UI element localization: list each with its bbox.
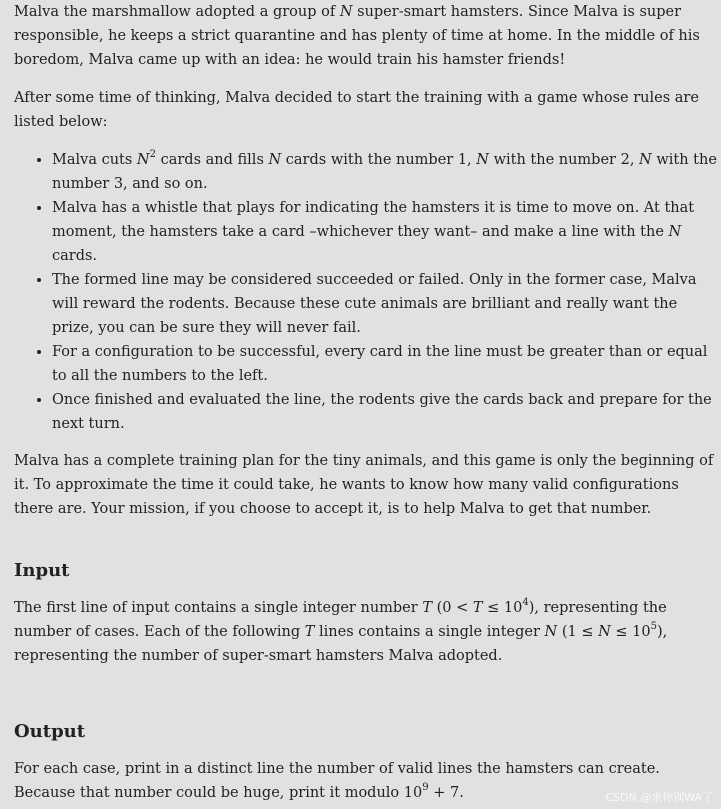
text: Malva has a whistle that plays for indicating the hamsters it is time to move on. At that moment, the hamsters take a card –whichever they want– and make a line with the [52, 200, 695, 240]
rule-item-3: • The formed line may be considered succeeded or failed. Only in the former case, Malva will reward the rodents. Because these cute animals are brilliant and really want the prize, you can be sure they will never fail. [52, 268, 721, 340]
math-text: 10 [403, 785, 423, 801]
text: with the number 2, [488, 152, 640, 168]
text: Malva cuts [52, 152, 137, 168]
math-var-t: T [304, 624, 315, 640]
math-text: (0 < [431, 600, 473, 616]
math-var-n: N [136, 152, 150, 168]
input-description [14, 596, 721, 668]
text: . [459, 785, 464, 801]
text: For each case, print in a distinct line the number of valid lines the hamsters can create. Because that number could be huge, print it modulo [14, 761, 660, 801]
rule-item-2 [52, 196, 721, 268]
math-var-n: N [639, 152, 652, 168]
statement-paragraph-1 [14, 0, 721, 72]
text: , representing the number of super-smart hamsters Malva adopted. [14, 624, 668, 664]
math-text: ) [656, 624, 663, 640]
text: cards and fills [155, 152, 269, 168]
rules-list [14, 148, 721, 436]
statement-paragraph-3: Malva has a complete training plan for the tiny animals, and this game is only the beginning of it. To approximate the time it could take, he wants to know how many valid configurations there are. Your mission, if you choose to accept it, is to help Malva to get that number. [14, 453, 714, 517]
statement-paragraph-2: After some time of thinking, Malva decided to start the training with a game whose rules are listed below: [14, 90, 699, 130]
math-exponent: 9 [422, 782, 429, 794]
text: lines contains a single integer [314, 624, 545, 640]
problem-statement [14, 0, 721, 805]
math-var-n: N [544, 624, 558, 640]
math-text: ≤ 10 [482, 600, 523, 616]
text: Malva the marshmallow adopted a group of [14, 4, 340, 20]
rule-item-4: • For a configuration to be successful, every card in the line must be greater than or equal to all the numbers to the left. [52, 340, 721, 388]
rule-item-1 [52, 148, 721, 196]
text: , representing the number of cases. Each of the following [14, 600, 667, 640]
text: super-smart hamsters. Since Malva is super responsible, he keeps a strict quarantine and has plenty of time at home. In the middle of his boredom, Malva came up with an idea: he would train his hamster friends! [14, 4, 700, 68]
math-exponent: 5 [650, 621, 657, 633]
math-var-n: N [476, 152, 489, 168]
math-text: (1 ≤ [557, 624, 599, 640]
text: cards with the number 1, [281, 152, 477, 168]
math-exponent: 2 [149, 149, 156, 161]
rule-item-5: • Once finished and evaluated the line, the rodents give the cards back and prepare for the next turn. [52, 388, 721, 436]
input-heading: Input [14, 560, 70, 581]
output-heading: Output [14, 721, 86, 742]
math-text: + 7 [428, 785, 460, 801]
math-text: ) [528, 600, 535, 616]
math-var-n: N [668, 224, 682, 240]
text: The first line of input contains a single integer number [14, 600, 423, 616]
text: with the number 3, and so on. [52, 152, 717, 192]
math-var-n: N [339, 4, 353, 20]
math-exponent: 4 [522, 597, 529, 609]
watermark: CSDN @求你别WA了 [605, 791, 713, 804]
math-var-n: N [268, 152, 282, 168]
math-var-n: N [598, 624, 611, 640]
math-var-t: T [422, 600, 432, 616]
text: cards. [52, 248, 98, 264]
math-text: ≤ 10 [610, 624, 651, 640]
math-var-t: T [472, 600, 483, 616]
